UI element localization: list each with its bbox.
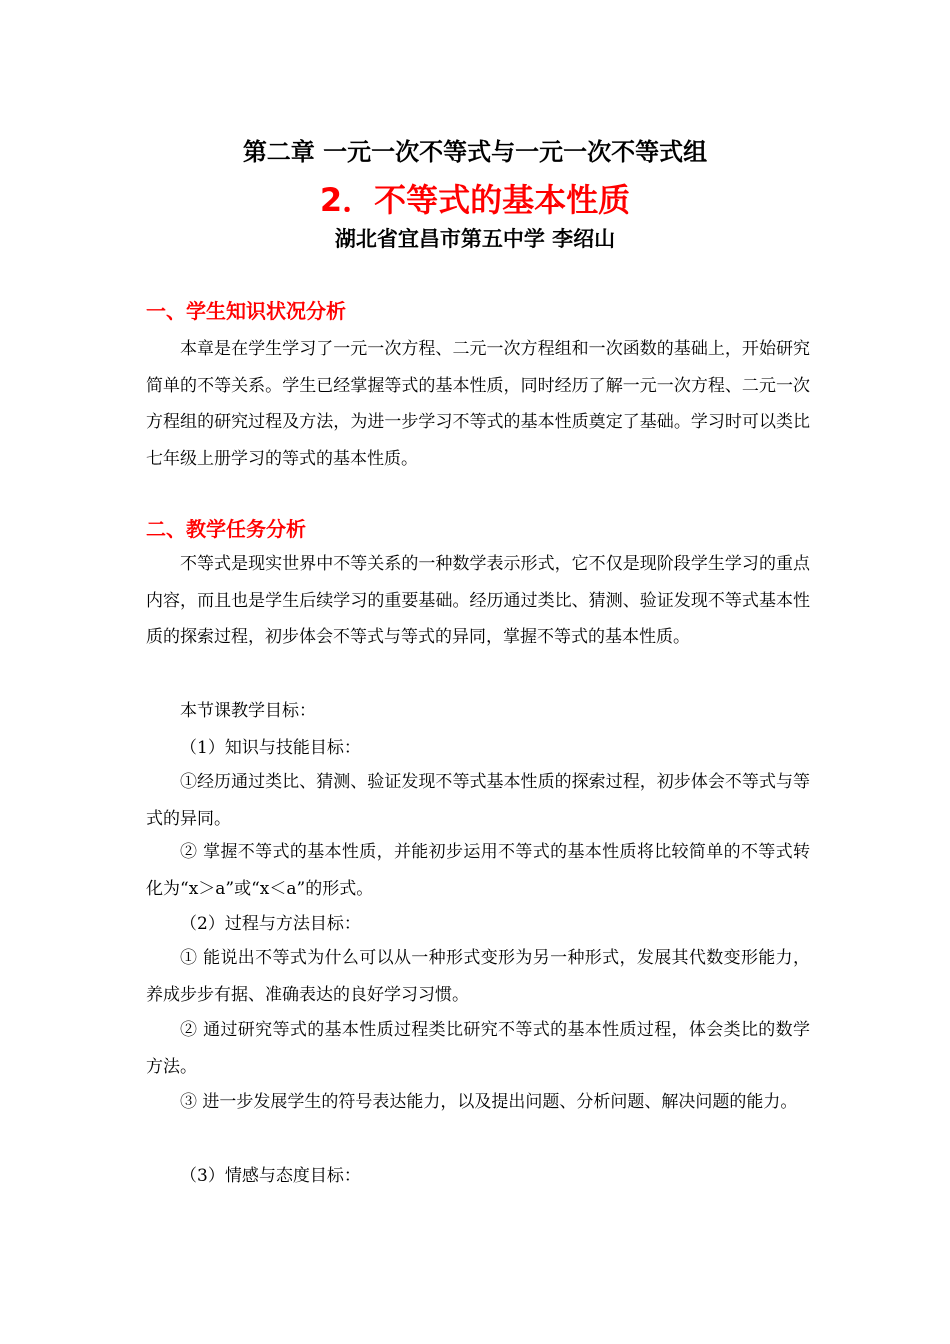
lesson-title: 2．不等式的基本性质 bbox=[319, 181, 631, 219]
section-heading-student-analysis: 一、学生知识状况分析 bbox=[146, 299, 346, 323]
goal-process-item-3: ③ 进一步发展学生的符号表达能力，以及提出问题、分析问题、解决问题的能力。 bbox=[180, 1092, 798, 1112]
goal-process-item-1: ① 能说出不等式为什么可以从一种形式变形为另一种形式，发展其代数变形能力，养成步步有据、准确表达的良好学习习惯。 bbox=[146, 948, 810, 1005]
goal-process-item-2: ② 通过研究等式的基本性质过程类比研究不等式的基本性质过程，体会类比的数学方法。 bbox=[146, 1020, 810, 1077]
goal-emotion-attitude-title: （3）情感与态度目标： bbox=[180, 1166, 361, 1186]
section-paragraph-task-analysis: 不等式是现实世界中不等关系的一种数学表示形式，它不仅是现阶段学生学习的重点内容，而且也是学生后续学习的重要基础。经历通过类比、猜测、验证发现不等式基本性质的探索过程，初步体会不等式与等式的异同，掌握不等式的基本性质。 bbox=[146, 554, 810, 647]
section-heading-task-analysis: 二、教学任务分析 bbox=[146, 517, 306, 541]
section-paragraph-student-analysis: 本章是在学生学习了一元一次方程、二元一次方程组和一次函数的基础上，开始研究简单的不等关系。学生已经掌握等式的基本性质，同时经历了解一元一次方程、二元一次方程组的研究过程及方法，为进一步学习不等式的基本性质奠定了基础。学习时可以类比七年级上册学习的等式的基本性质。 bbox=[146, 339, 810, 469]
author-line: 湖北省宜昌市第五中学 李绍山 bbox=[334, 227, 616, 251]
objectives-intro: 本节课教学目标： bbox=[180, 701, 316, 721]
goal-process-methods-title: （2）过程与方法目标： bbox=[180, 914, 361, 934]
goal-knowledge-skills-title: （1）知识与技能目标： bbox=[180, 738, 361, 758]
goal-knowledge-item-2: ② 掌握不等式的基本性质，并能初步运用不等式的基本性质将比较简单的不等式转化为“x＞a”或“x＜a”的形式。 bbox=[146, 842, 810, 899]
chapter-title: 第二章 一元一次不等式与一元一次不等式组 bbox=[242, 138, 708, 166]
goal-knowledge-item-1: ①经历通过类比、猜测、验证发现不等式基本性质的探索过程，初步体会不等式与等式的异同。 bbox=[146, 772, 810, 829]
